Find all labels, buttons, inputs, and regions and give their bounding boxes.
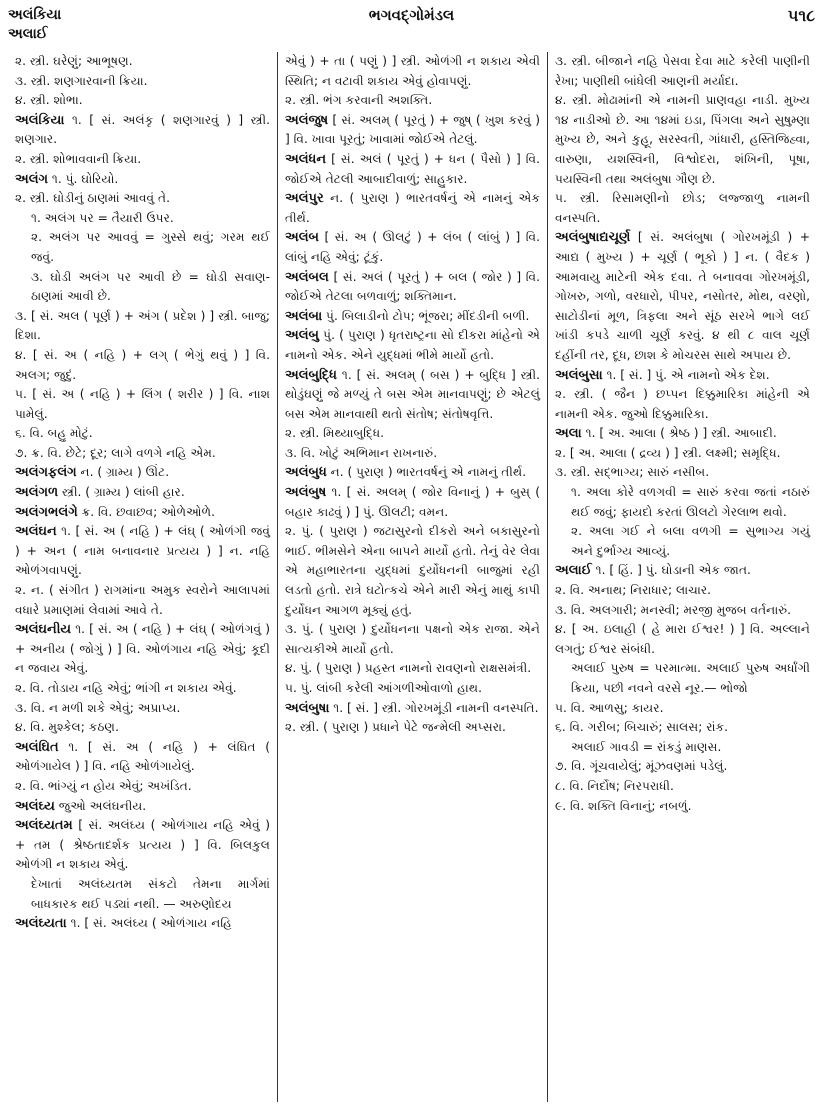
dictionary-entry bbox=[555, 228, 810, 365]
definition-text: [ સં. અલંઘ્ય ( ઓળંગાય નહિ એવું ) + તમ ( શ્રેષ્ઠતાદર્શક પ્રત્યય ) ] વિ. બિલકુલ ઓળંગી ન શકાય એવું. bbox=[15, 818, 270, 872]
definition-text: ૩. [ સં. અલ ( પૂર્ણ ) + અંગ ( પ્રદેશ ) ] સ્ત્રી. બાજુ; દિશા. bbox=[15, 308, 270, 343]
dictionary-columns bbox=[8, 52, 817, 1102]
dictionary-entry bbox=[285, 463, 540, 483]
dictionary-entry bbox=[15, 620, 270, 679]
entry-sense bbox=[555, 581, 810, 601]
entry-sense bbox=[555, 385, 810, 424]
entry-sense bbox=[285, 620, 540, 659]
entry-sense bbox=[555, 463, 810, 483]
dictionary-entry bbox=[555, 366, 810, 386]
entry-sense bbox=[555, 522, 810, 561]
definition-text: ૩. વિ. અલગારી; મનસ્વી; મરજી મુજબ વર્તનારું. bbox=[555, 602, 792, 617]
headword: અલંબુસા bbox=[555, 367, 603, 383]
entry-sense bbox=[555, 777, 810, 797]
entry-sense bbox=[15, 52, 270, 72]
definition-text: ૪. [ અ. ઇલાહી ( હે મારા ઈશ્વર! ) ] વિ. અલ્લાને લગતું; ઈશ્વર સંબંધી. bbox=[555, 622, 810, 656]
entry-sense bbox=[15, 424, 270, 444]
headword: અલંગ bbox=[15, 171, 49, 187]
entry-sense bbox=[555, 620, 810, 659]
definition-text: ૬. વિ. ગરીબ; બિચારું; સાલસ; રાંક. bbox=[555, 720, 728, 735]
dictionary-entry bbox=[555, 424, 810, 444]
definition-text: [ સં. અલં ( પૂરતું ) + બલ ( જોર ) ] વિ. જોઈએ તેટલા બળવાળું; શક્તિમાન. bbox=[285, 269, 540, 304]
definition-text: [ સં. અલં ( પૂરતું ) + ધન ( પૈસો ) ] વિ. જોઈએ તેટલી આબાદીવાળું; સાહુકાર. bbox=[285, 151, 540, 186]
definition-text: ૧. અલંગ પર = તૈયારી ઉપર. bbox=[31, 210, 174, 225]
entry-sense bbox=[15, 718, 270, 738]
definition-text: ૨. વિ. અનાથ; નિરાધાર; લાચાર. bbox=[555, 583, 712, 598]
entry-sense bbox=[285, 444, 540, 464]
headword: અલંજુષ bbox=[285, 112, 329, 128]
entry-sense bbox=[555, 52, 810, 91]
headword: અલંઘન bbox=[15, 524, 57, 540]
entry-sense bbox=[285, 679, 540, 699]
headword: અલંપુર bbox=[285, 191, 324, 207]
definition-text: ૨. સ્ત્રી. ઘોડીનું ઠાણમાં આવવું તે. bbox=[15, 191, 170, 206]
column-1 bbox=[8, 52, 277, 1102]
headword: અલંબુદ્ધિ bbox=[285, 367, 337, 383]
dictionary-entry bbox=[15, 463, 270, 483]
entry-sense bbox=[15, 91, 270, 111]
dictionary-entry bbox=[285, 483, 540, 522]
entry-sense bbox=[555, 601, 810, 621]
dictionary-entry bbox=[285, 699, 540, 719]
definition-text: ૨. વિ. ભાંગ્યું ન હોય એવું; અખંડિત. bbox=[15, 778, 192, 793]
dictionary-entry bbox=[15, 914, 270, 934]
dictionary-entry bbox=[15, 170, 270, 190]
definition-text: ૧. પું. ઘોરિયો. bbox=[48, 171, 119, 186]
dictionary-entry bbox=[285, 228, 540, 267]
dictionary-entry bbox=[285, 268, 540, 307]
definition-text: ૪. વિ. મુશ્કેલ; કઠણ. bbox=[15, 720, 119, 735]
definition-text: ૧. [ સં. અ ( નહિ ) + લંઘ્ ( ઓળંગી જવું ) + અન ( નામ બનાવનાર પ્રત્યય ) ] ન. નહિ ઓળંગવાપણું. bbox=[15, 524, 270, 578]
headword: અલા bbox=[555, 426, 582, 442]
entry-sense bbox=[555, 718, 810, 738]
definition-text: પું. ( પુરાણ ) ધૃતરાષ્ટ્રના સો દીકરા માંહેનો એ નામનો એક. એને યુદ્ધમાં ભીમે માર્યો હતો. bbox=[285, 328, 540, 362]
entry-sense bbox=[555, 91, 810, 189]
definition-text: ૧. અલા કોરે વળગવી = સારું કરવા જતાં નઠારું થઈ જવું; ફાયદો કરતાં ઊલટો ગેરલાભ થવો. bbox=[571, 485, 810, 519]
column-2 bbox=[277, 52, 547, 1102]
definition-text: ૫. વિ. આળસુ; કાયર. bbox=[555, 700, 664, 715]
definition-text: ૭. વિ. ગૂંચવાયેલું; મૂંઝવણમાં પડેલું. bbox=[555, 759, 728, 774]
definition-text: ૯. વિ. શક્તિ વિનાનું; નબળું. bbox=[555, 798, 692, 813]
definition-text: ૨. સ્ત્રી. ભંગ કરવાની અશક્તિ. bbox=[285, 93, 433, 108]
definition-text: ૩. ઘોડી અલંગ પર આવી છે = ઘોડી સવાણ-ઠાણમાં આવી છે. bbox=[31, 269, 270, 304]
definition-text: ૮. વિ. નિર્દોષ; નિરપરાધી. bbox=[555, 778, 674, 793]
definition-text: ૪. સ્ત્રી. શોભા. bbox=[15, 93, 83, 108]
entry-sense bbox=[15, 385, 270, 424]
headword: અલંગફલંગ bbox=[15, 465, 77, 481]
definition-text: ૨. પું. ( પુરાણ ) જટાસુરનો દીકરો અને બકાસુરનો ભાઈ. ભીમસેને એના બાપને માર્યો હતો. તેનું વેર લેવા એ મહાભારતના યુદ્ધમાં દુર્યોધનની બાજુમાં રહી લડતો હતો. રાત્રે ઘટોત્કચે એને મારી એનું માથું કાપી દુર્યોધન આગળ મૂક્યું હતું. bbox=[285, 524, 540, 617]
definition-text: ૧. [ સં. અલમ્ ( જોર વિનાનું ) + બુસ્ ( બહાર કાઢવું ) ] પું. ઊલટી; વમન. bbox=[285, 485, 540, 519]
definition-text: ૧. [ સં. અ ( નહિ ) + લંઘિત ( ઓળંગાયેલ ) ] વિ. નહિ ઓળંગાયેલું. bbox=[15, 739, 270, 774]
page-header bbox=[8, 6, 815, 50]
definition-text: ૩. સ્ત્રી. બીજાને નહિ પેસવા દેવા માટે કરેલી પાણીની રેખા; પાણીથી બાંધેલી આણની મર્યાદા. bbox=[555, 54, 810, 88]
headword: અલંબ bbox=[285, 230, 319, 246]
headword: અલંબલ bbox=[285, 269, 329, 285]
headword: અલંઘ્યતમ bbox=[15, 818, 73, 834]
entry-sense bbox=[555, 699, 810, 719]
dictionary-entry bbox=[15, 111, 270, 150]
entry-sense bbox=[15, 189, 270, 209]
definition-text: ૫. [ સં. અ ( નહિ ) + લિંગ ( શરીર ) ] વિ. નાશ પામેલું. bbox=[15, 387, 270, 421]
dictionary-entry bbox=[285, 111, 540, 150]
entry-sense bbox=[15, 679, 270, 699]
entry-sense bbox=[555, 797, 810, 817]
entry-sense bbox=[555, 483, 810, 522]
headword: અલંધન bbox=[285, 151, 327, 167]
guide-word-last: અલાઈ bbox=[8, 26, 48, 42]
definition-text: ક્ર. વિ. છવાછવ; ઓળેઓળે. bbox=[77, 504, 215, 519]
entry-sense bbox=[15, 268, 270, 307]
definition-text: ૩. સ્ત્રી. સદ્ભાગ્ય; સારું નસીબ. bbox=[555, 465, 710, 480]
definition-text: ૩. વિ. ખોટું અભિમાન રાખનારું. bbox=[285, 445, 438, 460]
definition-text: ૩. સ્ત્રી. શણગારવાની ક્રિયા. bbox=[15, 73, 148, 88]
definition-text: ૨. વિ. તોડાય નહિ એવું; ભાંગી ન શકાય એવું. bbox=[15, 681, 237, 695]
headword: અલંગભલંગે bbox=[15, 504, 78, 520]
dictionary-title: ભગવદ્ગોમંડલ bbox=[368, 6, 455, 24]
definition-text: ૪. સ્ત્રી. મોઢામાંની એ નામની પ્રાણવહા નાડી. મુખ્ય ૧૪ નાડીઓ છે. આ ૧૪માં ઇડા, પિંગલા અને સુષુમ્ણા મુખ્ય છે, અને કુહૂ, સરસ્વતી, ગાંધારી, હસ્તિજિહ્વા, વારુણા, યશસ્વિની, વિશ્વોદરા, શંખિની, પૂષા, પયસ્વિની તથા અલંબુષા ગૌણ છે. bbox=[555, 93, 810, 186]
definition-text: ૧. [ સં. અ ( નહિ ) + લંઘ્ ( ઓળંગવું ) + અનીય ( જોગું ) ] વિ. ઓળંગાય નહિ એવું; કૂદી ન જવાય એવું. bbox=[15, 622, 270, 676]
entry-sense bbox=[555, 757, 810, 777]
definition-text: ૬. વિ. બહુ મોટું. bbox=[15, 426, 93, 441]
headword: અલંઘિત bbox=[15, 739, 59, 755]
definition-text: ૩. વિ. ન મળી શકે એવું; અપ્રાપ્ય. bbox=[15, 700, 181, 715]
definition-text: ૩. પું. ( પુરાણ ) દુર્યોધનના પક્ષનો એક રાજા. એને સાત્યકીએ માર્યો હતો. bbox=[285, 622, 540, 656]
dictionary-entry bbox=[285, 307, 540, 327]
entry-sense bbox=[285, 91, 540, 111]
headword: અલાઈ bbox=[555, 563, 592, 579]
definition-text: ન. ( ગ્રામ્ય ) ઊંટ. bbox=[76, 465, 170, 480]
headword: અલંબુષા bbox=[285, 700, 330, 716]
definition-text: ૨. સ્ત્રી. ( જૈન ) છપ્પન દિક્કુમારિકા માંહેની એ નામની એક. જુઓ દિક્કુમારિકા. bbox=[555, 387, 810, 421]
entry-sense bbox=[15, 346, 270, 385]
entry-sense bbox=[15, 307, 270, 346]
entry-sense bbox=[15, 150, 270, 170]
dictionary-entry bbox=[555, 561, 810, 581]
definition-text: એવું ) + તા ( પણું ) ] સ્ત્રી. ઓળંગી ન શકાય એવી સ્થિતિ; ન વટાવી શકાય એવું હોવાપણું. bbox=[285, 54, 540, 88]
definition-text: ૧. [ સં. ] સ્ત્રી. ગોરખમૂંડી નામની વનસ્પતિ. bbox=[329, 700, 539, 715]
definition-text: [ સં. અ ( ઊલટું ) + લંબ ( લાંબું ) ] વિ. લાંબું નહિ એવું; ટૂંકું. bbox=[285, 230, 540, 264]
definition-text: ૨. ન. ( સંગીત ) રાગમાંના અમુક સ્વરોને આલાપમાં વધારે પ્રમાણમાં લેવામાં આવે તે. bbox=[15, 583, 270, 617]
entry-sense bbox=[15, 875, 270, 914]
entry-sense bbox=[15, 581, 270, 620]
entry-sense bbox=[15, 209, 270, 229]
definition-text: ૪. પું. ( પુરાણ ) પ્રહસ્ત નામનો રાવણનો રાક્ષસમંત્રી. bbox=[285, 661, 532, 676]
headword: અલંઘ્ય bbox=[15, 798, 55, 814]
definition-text: ૨. અલા ગઈ ને બલા વળગી = સુભાગ્ય ગયું અને દુર્ભાગ્ય આવ્યું. bbox=[571, 524, 810, 558]
definition-text: ૧. [ હિં. ] પું. ઘોડાની એક જાત. bbox=[591, 563, 751, 578]
definition-text: [ સં. અલંબુષા ( ગોરખમૂંડી ) + આદ્ય ( મુખ્ય ) + ચૂર્ણ ( ભૂકો ) ] ન. ( વૈદક ) આમવાયુ માટેની એક દવા. તે બનાવવા ગોરખમૂંડી, ગોખરુ, ગળો, વરધારો, પીપર, નસોતર, મોથ, વરણો, સાટોડીનાં મૂળ, ત્રિફલા અને સૂંઠ સરખે ભાગે લઈ ખાંડી કપડે ચાળી ચૂર્ણ કરવું. ૪ થી ૮ વાલ ચૂર્ણ દહીંની તર, દૂધ, છાશ કે મોચરસ સાથે અપાય છે. bbox=[555, 230, 810, 362]
dictionary-entry bbox=[15, 522, 270, 581]
definition-text: ન. ( પુરાણ ) ભારતવર્ષનું એ નામનું તીર્થ. bbox=[326, 465, 527, 480]
entry-sense bbox=[285, 718, 540, 738]
definition-text: ૫. પું. લાંબી કરેલી આંગળીઓવાળો હાથ. bbox=[285, 681, 483, 695]
definition-text: અલાઈ ગાવડી = રાંકડું માણસ. bbox=[571, 739, 722, 754]
definition-text: ૨. અલંગ પર આવવું = ગુસ્સે થવું; ગરમ થઈ જવું. bbox=[31, 230, 270, 264]
definition-text: ૫. સ્ત્રી. રિસામણીનો છોડ; લજ્જાળુ નામની વનસ્પતિ. bbox=[555, 191, 810, 225]
page-number: ૫૧૮ bbox=[787, 6, 815, 25]
entry-sense bbox=[285, 522, 540, 620]
headword: અલંબુ bbox=[285, 328, 319, 344]
definition-text: ૨. સ્ત્રી. ઘરેણું; આભૂષણ. bbox=[15, 54, 133, 68]
dictionary-entry bbox=[15, 503, 270, 523]
definition-text: ૧. [ સં. અલંકૃ ( શણગારવું ) ] સ્ત્રી. શણગાર. bbox=[15, 112, 270, 147]
definition-text: ૨. સ્ત્રી. શોભાવવાની ક્રિયા. bbox=[15, 151, 142, 166]
dictionary-entry bbox=[15, 483, 270, 503]
entry-sense bbox=[15, 699, 270, 719]
definition-text: ૧. [ સં. ] પું. એ નામનો એક દેશ. bbox=[602, 367, 770, 382]
definition-text: અલાઈ પુરુષ = પરમાત્મા. અલાઈ પુરુષ અર્ધાંગી ક્રિયા, પછી નવને વરસે નૂર.— ભોજો bbox=[571, 661, 810, 695]
definition-text: ૨. [ અ. આલા ( દ્રવ્ય ) ] સ્ત્રી. લક્ષ્મી; સમૃદ્ધિ. bbox=[555, 445, 781, 460]
headword: અલંબુષ bbox=[285, 485, 327, 501]
headword: અલંગળ bbox=[15, 485, 59, 501]
entry-sense bbox=[15, 72, 270, 92]
guide-word-first: અલંકિયા bbox=[8, 7, 62, 23]
dictionary-entry bbox=[15, 738, 270, 777]
definition-text: ૧. [ સં. અલંઘ્ય ( ઓળંગાય નહિ bbox=[66, 916, 232, 931]
entry-sense bbox=[555, 444, 810, 464]
dictionary-entry bbox=[285, 189, 540, 228]
headword: અલંઘનીય bbox=[15, 622, 72, 638]
dictionary-entry bbox=[285, 366, 540, 425]
headword: અલંબુધ bbox=[285, 465, 327, 481]
definition-text: ૧. [ અ. આલા ( શ્રેષ્ઠ ) ] સ્ત્રી. આબાદી. bbox=[581, 426, 777, 441]
definition-text: [ સં. અલમ્ ( પૂરતું ) + જુષ્ ( ખુશ કરવું ) ] વિ. ખાવા પૂરતું; ખાવામાં જોઈએ તેટલું. bbox=[285, 112, 540, 147]
dictionary-entry bbox=[15, 816, 270, 875]
entry-sense bbox=[555, 738, 810, 758]
definition-text: ૨. સ્ત્રી. ( પુરાણ ) પ્રધાને પેટે જન્મેલી અપ્સરા. bbox=[285, 720, 506, 735]
entry-sense bbox=[15, 444, 270, 464]
definition-text: સ્ત્રી. ( ગ્રામ્ય ) લાંબી હાર. bbox=[58, 485, 185, 500]
definition-text: ૪. [ સં. અ ( નહિ ) + લગ્ ( ભેગું થવું ) ] વિ. અલગ; જુદું. bbox=[15, 347, 270, 382]
definition-text: ૧. [ સં. અલમ્ ( બસ ) + બુદ્ધિ ] સ્ત્રી. થોડુંઘણું જે મળ્યું તે બસ એમ માનવાપણું; છે એટલું બસ એમ માનવાથી થતો સંતોષ; સંતોષવૃત્તિ. bbox=[285, 367, 540, 421]
entry-sense bbox=[285, 52, 540, 91]
entry-sense bbox=[555, 659, 810, 698]
definition-text: ૭. ક્ર. વિ. છેટે; દૂર; લાગે વળગે નહિ એમ. bbox=[15, 445, 216, 460]
definition-text: ન. ( પુરાણ ) ભારતવર્ષનું એ નામનું એક તીર્થ. bbox=[285, 191, 540, 225]
headword: અલંકિયા bbox=[15, 112, 65, 128]
definition-text: દેખાતાં અલંઘ્યતમ સંકટો તેમના માર્ગમાં બાધકારક થઈ પડ્યાં નથી. — અરુણોદય bbox=[31, 876, 270, 911]
headword: અલંઘ્યતા bbox=[15, 916, 67, 932]
dictionary-entry bbox=[285, 150, 540, 189]
headword: અલંબુષાદ્યચૂર્ણ bbox=[555, 230, 631, 246]
definition-text: પું. બિલાડીનો ટોપ; ભૂંજરા; મીંદડીની બળી. bbox=[322, 308, 530, 323]
entry-sense bbox=[15, 228, 270, 267]
entry-sense bbox=[15, 777, 270, 797]
dictionary-entry bbox=[15, 797, 270, 817]
dictionary-entry bbox=[285, 326, 540, 365]
entry-sense bbox=[555, 189, 810, 228]
definition-text: ૨. સ્ત્રી. મિથ્યાબુદ્ધિ. bbox=[285, 426, 385, 441]
headword: અલંબા bbox=[285, 308, 323, 324]
column-3 bbox=[547, 52, 817, 1102]
entry-sense bbox=[285, 424, 540, 444]
entry-sense bbox=[285, 659, 540, 679]
definition-text: જુઓ અલંઘનીય. bbox=[54, 798, 147, 813]
